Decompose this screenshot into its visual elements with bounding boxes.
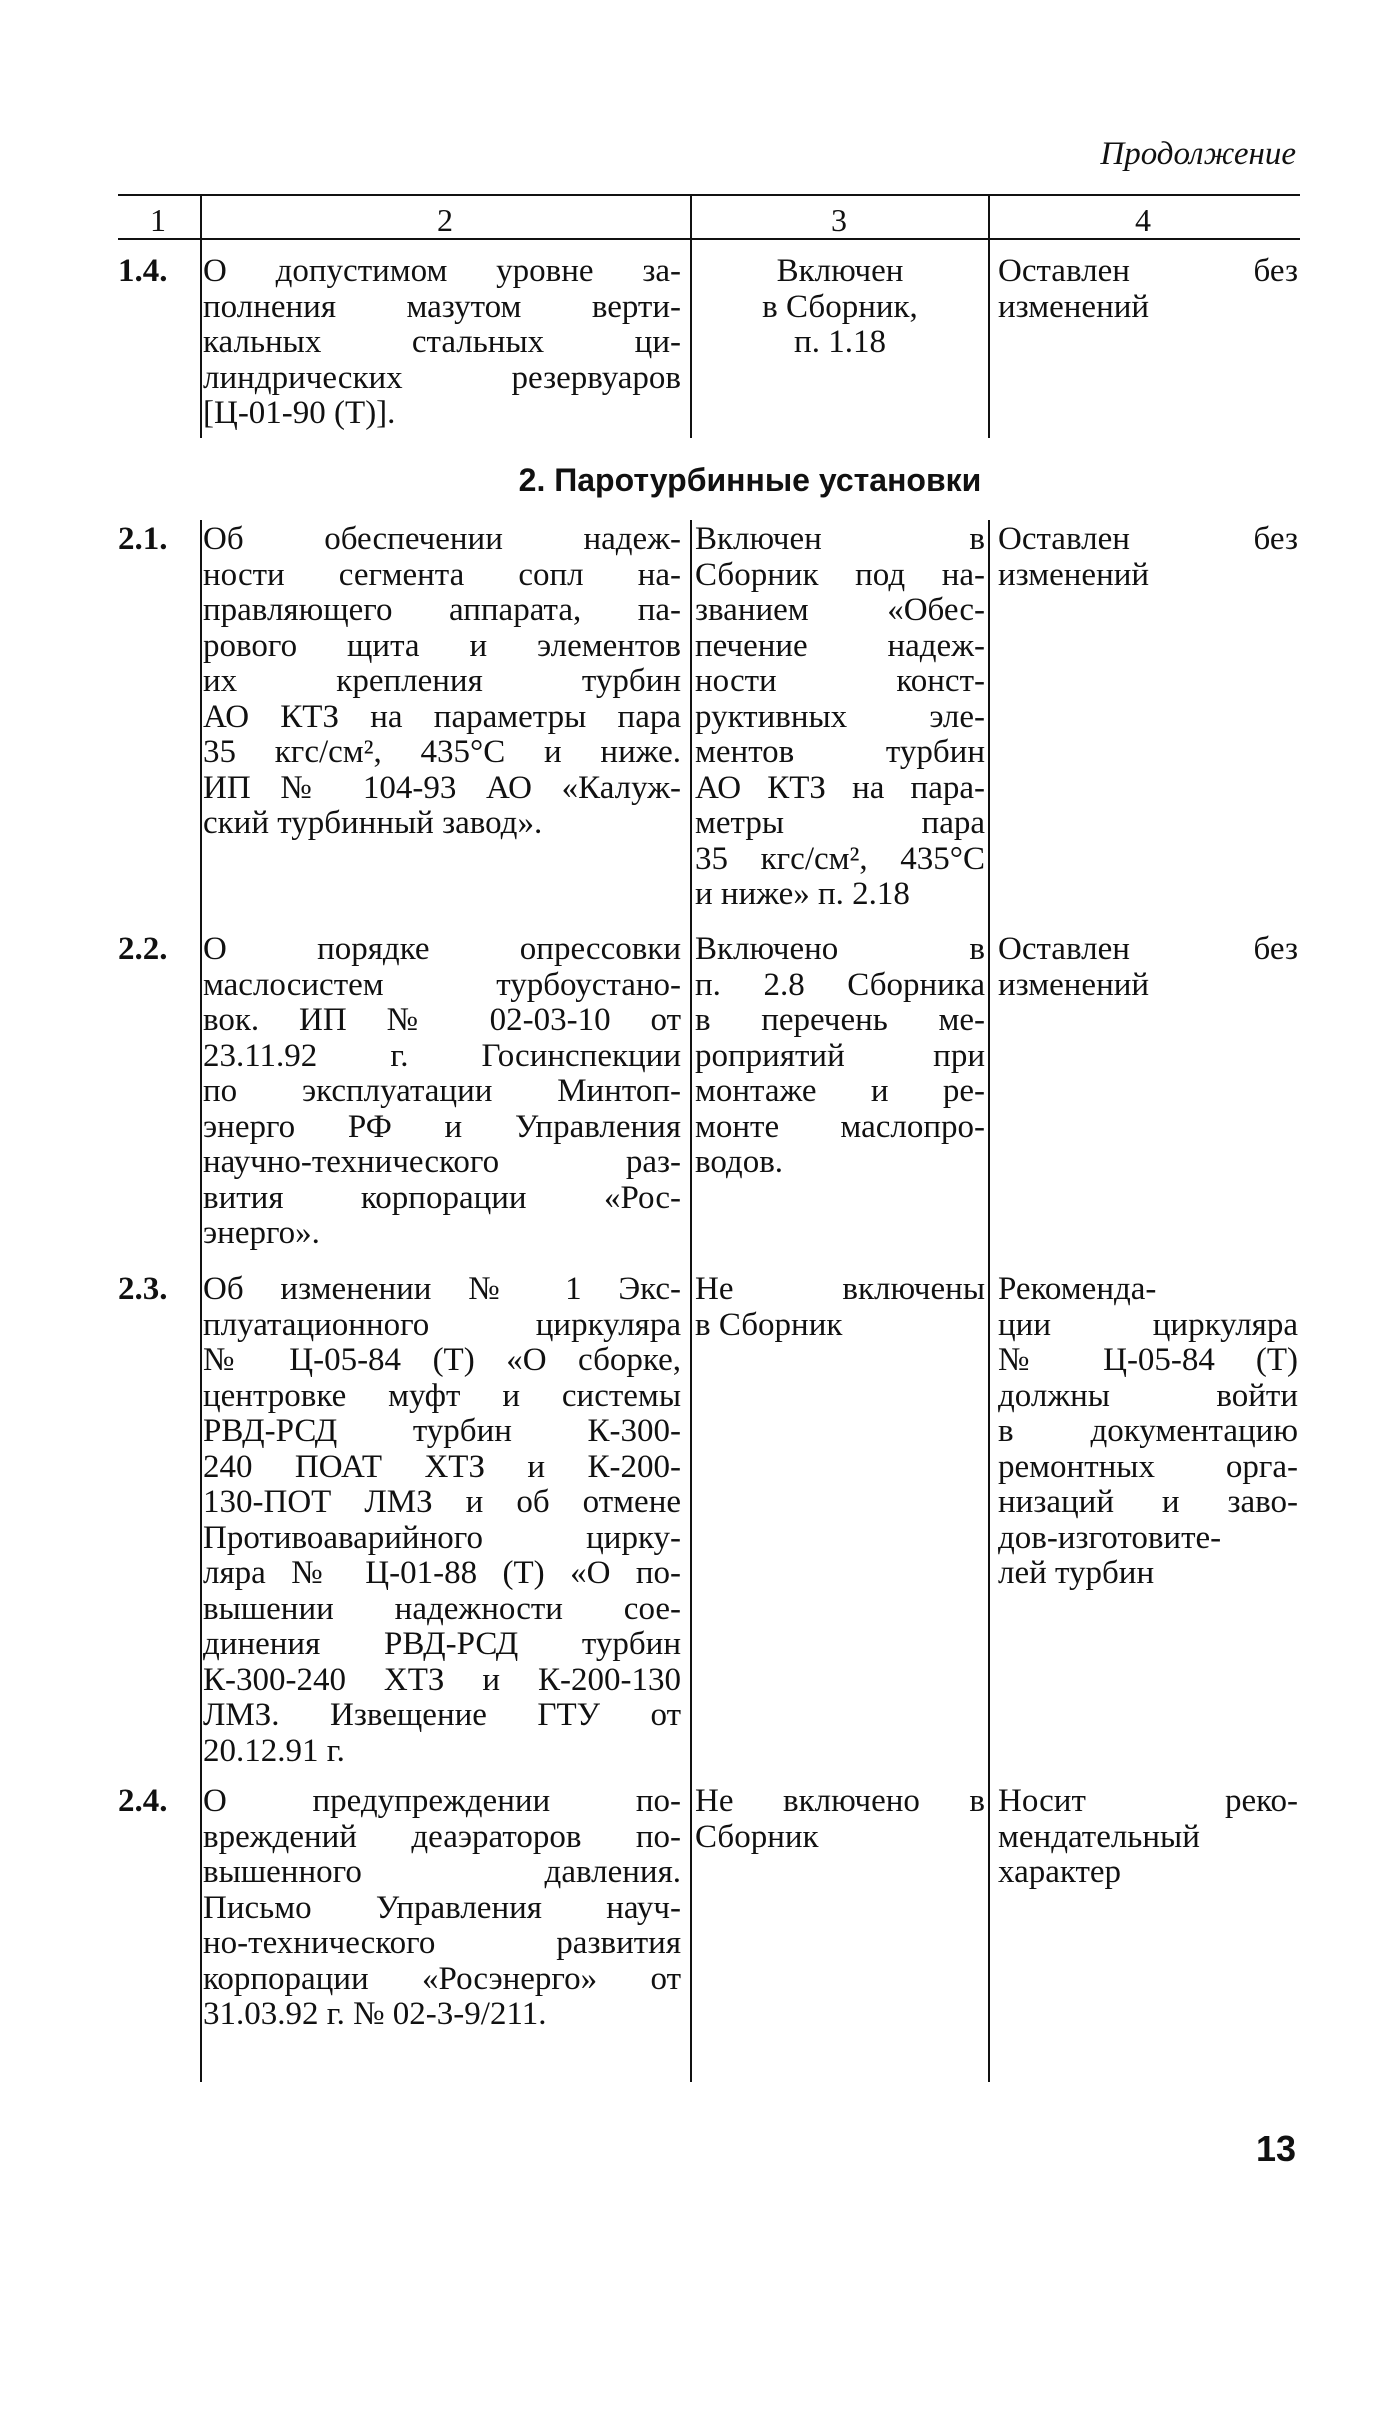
row-number: 2.2. xyxy=(118,931,168,967)
row-status: Рекоменда- ции циркуляра № Ц-05-84 (Т) должны войти в документацию ремонтных орга- низаций и заво- дов-изготовите- лей турбин xyxy=(998,1271,1298,1591)
row-status: Оставлен без изменений xyxy=(998,931,1298,1003)
col-divider-2-upper xyxy=(690,194,692,438)
row-title: О порядке опрессовки маслосистем турбоустано- вок. ИП № 02-03-10 от 23.11.92 г. Госинспекции по эксплуатации Минтоп- энерго РФ и Управления научно-технического раз- вития корпорации «Рос- энерго». xyxy=(203,931,681,1251)
row-title: О допустимом уровне за- полнения мазутом верти- кальных стальных ци- линдрических резервуаров [Ц-01-90 (Т)]. xyxy=(203,253,681,431)
col-divider-1-upper xyxy=(200,194,202,438)
row-title: Об изменении № 1 Экс- плуатационного циркуляра № Ц-05-84 (Т) «О сборке, центровке муфт и системы РВД-РСД турбин К-300- 240 ПОАТ ХТЗ и К-200- 130-ПОТ ЛМЗ и об отмене Противоаварийного цирку- ляра № Ц-01-88 (Т) «О по- вышении надежности сое- динения РВД-РСД турбин К-300-240 ХТЗ и К-200-130 ЛМЗ. Извещение ГТУ от 20.12.91 г. xyxy=(203,1271,681,1769)
column-number-1: 1 xyxy=(150,202,166,238)
column-number-4: 4 xyxy=(1135,202,1151,238)
row-inclusion: Не включены в Сборник xyxy=(695,1271,985,1343)
row-number: 1.4. xyxy=(118,253,168,289)
col-divider-1-lower xyxy=(200,520,202,2082)
row-status: Оставлен без изменений xyxy=(998,253,1298,325)
header-top-rule xyxy=(118,194,1300,196)
col-divider-3-upper xyxy=(988,194,990,438)
row-inclusion: Не включено в Сборник xyxy=(695,1783,985,1855)
row-number: 2.3. xyxy=(118,1271,168,1307)
page-number: 13 xyxy=(1255,2128,1296,2169)
row-inclusion: Включено в п. 2.8 Сборника в перечень ме- роприятий при монтаже и ре- монте маслопро- водов. xyxy=(695,931,985,1180)
row-status: Оставлен без изменений xyxy=(998,521,1298,593)
section-heading: 2. Паротурбинные установки xyxy=(518,462,982,498)
row-number: 2.4. xyxy=(118,1783,168,1819)
row-status: Носит реко- мендательный характер xyxy=(998,1783,1298,1890)
column-number-3: 3 xyxy=(831,202,847,238)
continuation-label: Продолжение xyxy=(1100,136,1296,172)
row-inclusion: Включен в Сборник под на- званием «Обес- печение надеж- ности конст- руктивных эле- ментов турбин АО КТЗ на пара- метры пара 35 кгс/см², 435°С и ниже» п. 2.18 xyxy=(695,521,985,912)
col-divider-2-lower xyxy=(690,520,692,2082)
row-number: 2.1. xyxy=(118,521,168,557)
row-inclusion: Включен в Сборник, п. 1.18 xyxy=(762,253,918,360)
col-divider-3-lower xyxy=(988,520,990,2082)
column-number-2: 2 xyxy=(437,202,453,238)
row-title: Об обеспечении надеж- ности сегмента сопл на- правляющего аппарата, па- рового щита и элементов их крепления турбин АО КТЗ на параметры пара 35 кгс/см², 435°С и ниже. ИП № 104-93 АО «Калуж- ский турбинный завод». xyxy=(203,521,681,841)
row-title: О предупреждении по- вреждений деаэраторов по- вышенного давления. Письмо Управления науч- но-технического развития корпорации «Росэнерго» от 31.03.92 г. № 02-3-9/211. xyxy=(203,1783,681,2032)
